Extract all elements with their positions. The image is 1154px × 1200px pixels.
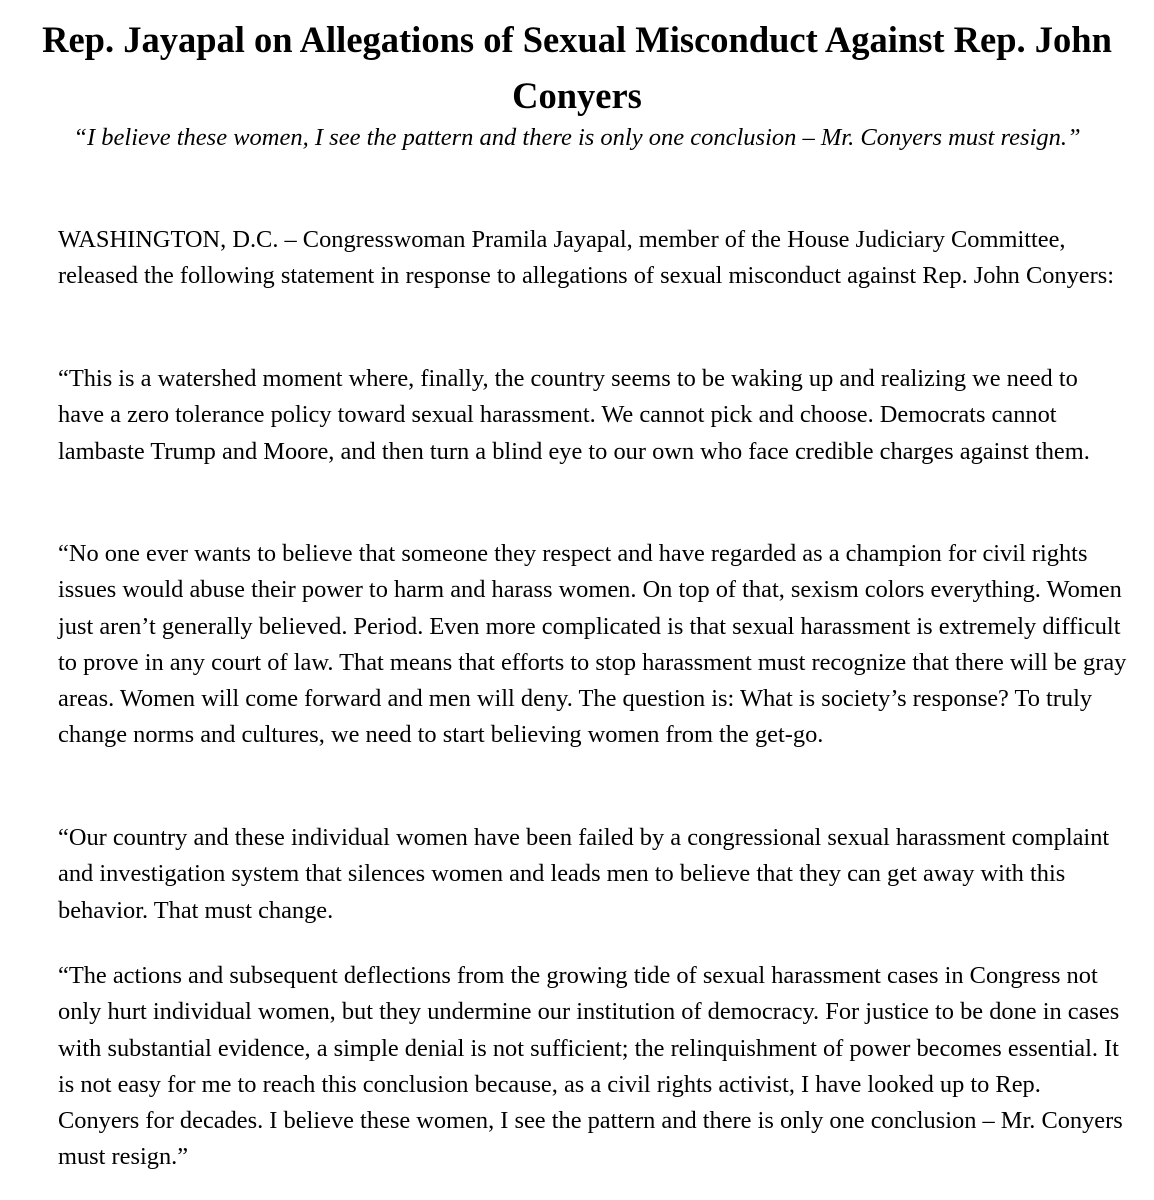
statement-paragraph: “No one ever wants to believe that someone they respect and have regarded as a champion for civil rights issues would abuse their power to harm and harass women. On top of that, sexism colors everything. Women just aren’t generally believed. Period. Even more complicated is that sexual harassment is extremely difficult to prove in any court of law. That means that efforts to stop harassment must recognize that there will be gray areas. Women will come forward and men will deny. The question is: What is society’s response? To truly change norms and cultures, we need to start believing women from the get-go. <box>58 540 1127 749</box>
statement-paragraph: “This is a watershed moment where, finally, the country seems to be waking up and realizing we need to have a zero tolerance policy toward sexual harassment. We cannot pick and choose. Democrats cannot lambaste Trump and Moore, and then turn a blind eye to our own who face credible charges against them. <box>58 365 1090 465</box>
dateline-paragraph: WASHINGTON, D.C. – Congresswoman Pramila Jayapal, member of the House Judiciary Committee, released the following statement in response to allegations of sexual misconduct against Rep. John Conyers: <box>58 226 1115 290</box>
page-title: Rep. Jayapal on Allegations of Sexual Misconduct Against Rep. John Conyers <box>42 19 1112 116</box>
pull-quote-subtitle: “I believe these women, I see the pattern and there is only one conclusion – Mr. Conyers must resign.” <box>73 124 1081 151</box>
statement-paragraph: “The actions and subsequent deflections from the growing tide of sexual harassment cases in Congress not only hurt individual women, but they undermine our institution of democracy. For justice to be done in cases with substantial evidence, a simple denial is not sufficient; the relinquishment of power becomes essential. It is not easy for me to reach this conclusion because, as a civil rights activist, I have looked up to Rep. Conyers for decades. I believe these women, I see the pattern and there is only one conclusion – Mr. Conyers must resign.” <box>58 962 1123 1171</box>
statement-paragraph: “Our country and these individual women have been failed by a congressional sexual harassment complaint and investigation system that silences women and leads men to believe that they can get away with this behavior. That must change. <box>58 824 1110 924</box>
